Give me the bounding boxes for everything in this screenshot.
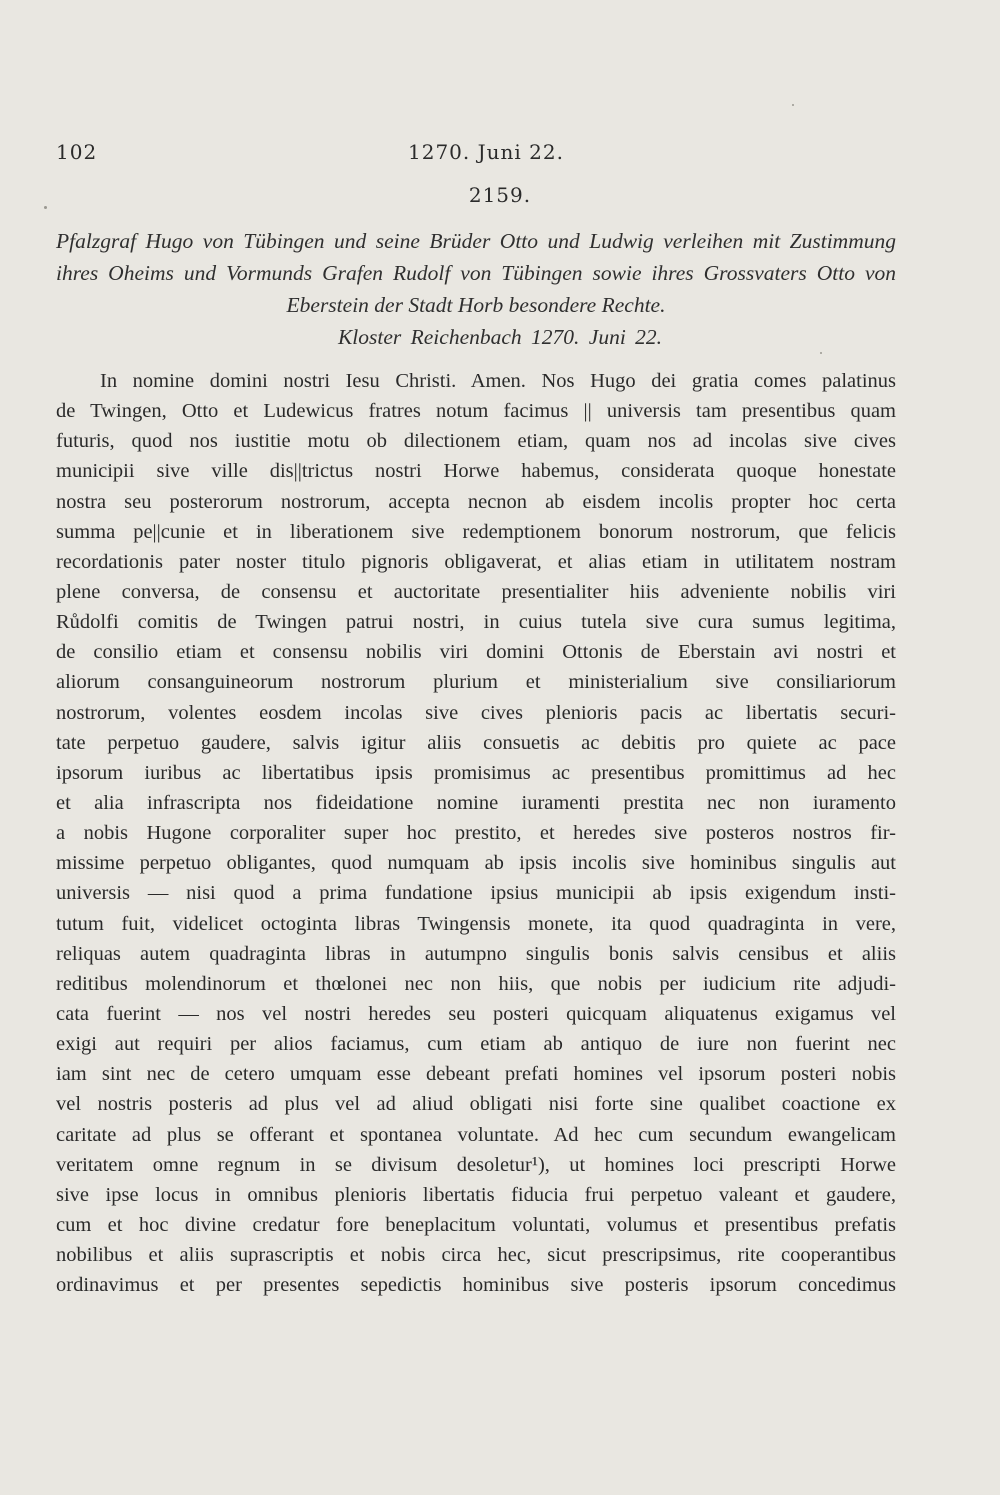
text-line: summa pe||cunie et in liberationem sive redemptionem bonorum nostrorum, que felicis <box>56 520 896 543</box>
paper-speck <box>792 104 794 106</box>
text-line: veritatem omne regnum in se divisum desoletur¹), ut homines loci prescripti Horwe <box>56 1153 896 1176</box>
text-line: In nomine domini nostri Iesu Christi. Amen. Nos Hugo dei gratia comes palatinus <box>100 370 896 392</box>
text-line: de Twingen, Otto et Ludewicus fratres notum facimus || universis tam presentibus quam <box>56 400 896 423</box>
text-line: exigi aut requiri per alios faciamus, cum etiam ab antiquo de iure non fuerint nec <box>56 1033 896 1056</box>
page-number: 102 <box>56 140 98 164</box>
place-date: Kloster Reichenbach 1270. Juni 22. <box>337 325 663 349</box>
text-line: universis — nisi quod a prima fundatione ipsius municipii ab ipsis exigendum insti- <box>56 882 896 905</box>
text-line: vel nostris posteris ad plus vel ad aliud obligati nisi forte sine qualibet coactione ex <box>56 1093 896 1116</box>
regest-line: Eberstein der Stadt Horb besondere Rechte. <box>286 293 666 317</box>
text-line: plene conversa, de consensu et auctoritate presentialiter hiis adveniente nobilis viri <box>56 580 896 603</box>
text-line: a nobis Hugone corporaliter super hoc prestito, et heredes sive posteros nostros fir- <box>56 822 896 845</box>
paper-speck <box>820 352 822 354</box>
text-line: nostrorum, volentes eosdem incolas sive cives plenioris pacis ac libertatis securi- <box>56 701 896 724</box>
text-line: iam sint nec de cetero umquam esse debeant prefati homines vel ipsorum posteri nobis <box>56 1063 896 1086</box>
text-line: reliquas autem quadraginta libras in autumpno singulis bonis salvis censibus et aliis <box>56 942 896 965</box>
text-line: futuris, quod nos iustitie motu ob dilectionem etiam, quam nos ad incolas sive cives <box>56 430 896 453</box>
document-number: 2159. <box>468 183 532 207</box>
text-line: Růdolfi comitis de Twingen patrui nostri, in cuius tutela sive cura sumus legitima, <box>56 611 896 634</box>
text-line: nostra seu posterorum nostrorum, accepta necnon ab eisdem incolis propter hoc certa <box>56 490 896 513</box>
text-line: cum et hoc divine credatur fore beneplacitum voluntati, volumus et presentibus prefatis <box>56 1213 896 1236</box>
text-line: ordinavimus et per presentes sepedictis hominibus sive posteris ipsorum concedimus <box>56 1274 896 1297</box>
charter-text <box>56 366 896 1300</box>
text-line: de consilio etiam et consensu nobilis viri domini Ottonis de Eberstain avi nostri et <box>56 641 896 664</box>
text-line: tate perpetuo gaudere, salvis igitur aliis consuetis ac debitis pro quiete ac pace <box>56 731 896 754</box>
text-line: ipsorum iuribus ac libertatibus ipsis promisimus ac presentibus promittimus ad hec <box>56 761 896 784</box>
text-line: missime perpetuo obligantes, quod numquam ab ipsis incolis sive hominibus singulis aut <box>56 852 896 875</box>
text-line: municipii sive ville dis||trictus nostri Horwe habemus, considerata quoque honestate <box>56 460 896 483</box>
text-line: et alia infrascripta nos fideidatione nomine iuramenti prestita nec non iuramento <box>56 791 896 814</box>
page-header <box>56 140 898 170</box>
text-line: reditibus molendinorum et thœlonei nec non hiis, que nobis per iudicium rite adjudi- <box>56 972 896 995</box>
regest <box>56 225 896 321</box>
text-line: aliorum consanguineorum nostrorum plurium et ministerialium sive consiliariorum <box>56 671 896 694</box>
text-line: cata fuerint — nos vel nostri heredes seu posteri quicquam aliquatenus exigamus vel <box>56 1002 896 1025</box>
text-line: recordationis pater noster titulo pignoris obligaverat, et alias etiam in utilitatem nostram <box>56 550 896 573</box>
paper-speck <box>44 206 47 209</box>
running-date: 1270. Juni 22. <box>408 140 564 164</box>
regest-line: ihres Oheims und Vormunds Grafen Rudolf von Tübingen sowie ihres Grossvaters Otto von <box>56 261 896 285</box>
text-line: caritate ad plus se offerant et spontanea voluntate. Ad hec cum secundum ewangelicam <box>56 1123 896 1146</box>
text-line: tutum fuit, videlicet octoginta libras Twingensis monete, ita quod quadraginta in vere, <box>56 912 896 935</box>
text-line: sive ipse locus in omnibus plenioris libertatis fiducia frui perpetuo valeant et gaudere, <box>56 1183 896 1206</box>
text-line: nobilibus et aliis suprascriptis et nobis circa hec, sicut prescripsimus, rite cooperantibus <box>56 1244 896 1267</box>
regest-line: Pfalzgraf Hugo von Tübingen und seine Brüder Otto und Ludwig verleihen mit Zustimmung <box>56 229 896 253</box>
